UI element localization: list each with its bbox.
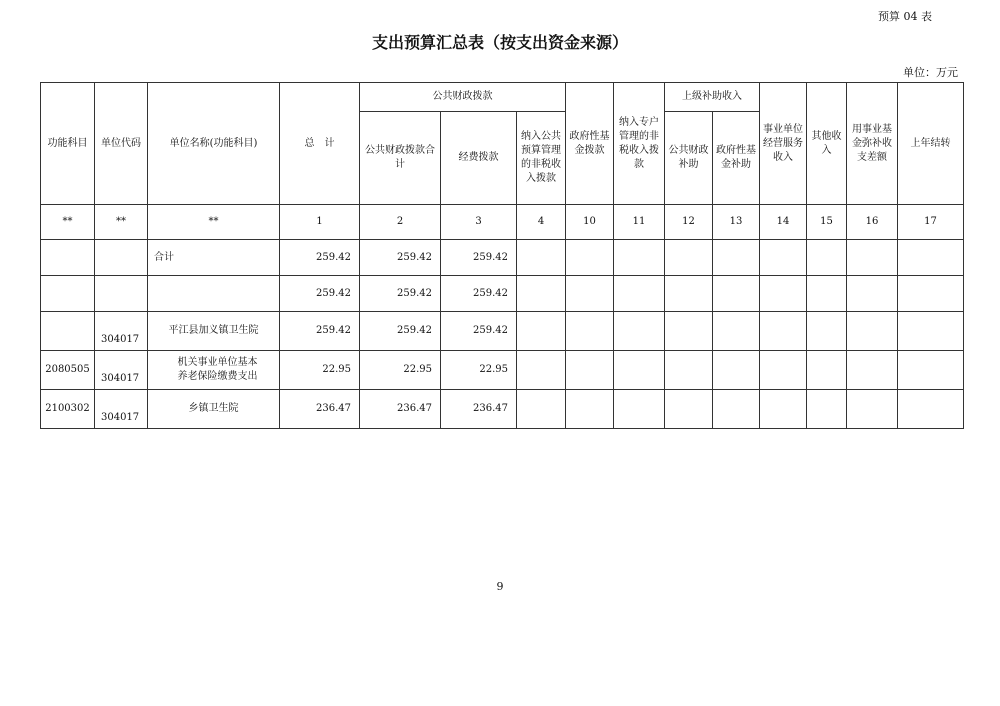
code-cell: 304017 [95,351,148,390]
index-row [41,205,964,240]
table-row [41,276,964,312]
header-total: 总 计 [280,83,360,205]
header-public-fiscal-total: 公共财政拨款合计 [360,112,441,205]
header-public-fiscal: 公共财政拨款 [360,83,566,112]
header-carryover: 上年结转 [898,83,964,205]
header-func-subject: 功能科目 [41,83,95,205]
header-unit-code: 单位代码 [95,83,148,205]
grant-cell: 22.95 [441,351,517,390]
table-row [41,351,964,390]
code-cell [95,240,148,276]
pf-total-cell: 259.42 [360,312,441,351]
header-fund-cover: 用事业基金弥补收支差额 [847,83,898,205]
table-row [41,240,964,276]
table-row [41,390,964,429]
index-cell: 12 [665,205,713,240]
total-cell: 259.42 [280,276,360,312]
header-operating-grant: 经费拨款 [441,112,517,205]
index-cell: 14 [760,205,807,240]
index-cell: 10 [566,205,614,240]
grant-cell: 259.42 [441,240,517,276]
grant-cell: 259.42 [441,312,517,351]
index-cell: ** [95,205,148,240]
unit-label: 单位：万元 [903,66,958,79]
header-superior-subsidy: 上级补助收入 [665,83,760,112]
table-row [41,312,964,351]
budget-table [40,82,964,429]
header-gov-fund: 政府性基金拨款 [566,83,614,205]
code-cell: 304017 [95,312,148,351]
index-cell: ** [148,205,280,240]
name-cell: 合计 [148,240,280,276]
total-cell: 259.42 [280,240,360,276]
total-cell: 236.47 [280,390,360,429]
code-cell [95,276,148,312]
page-title: 支出预算汇总表（按支出资金来源） [371,33,628,52]
page-number: 9 [496,580,504,593]
code-cell: 304017 [95,390,148,429]
form-number: 预算 04 表 [878,10,932,23]
pf-total-cell: 259.42 [360,240,441,276]
header-public-budget-nontax: 纳入公共预算管理的非税收入拨款 [517,112,566,205]
grant-cell: 259.42 [441,276,517,312]
header-special-nontax: 纳入专户管理的非税收入拨款 [614,83,665,205]
header-gov-fund-subsidy: 政府性基金补助 [713,112,760,205]
func-cell: 2080505 [41,351,95,390]
index-cell: 15 [807,205,847,240]
func-cell [41,240,95,276]
total-cell: 259.42 [280,312,360,351]
pf-total-cell: 259.42 [360,276,441,312]
header-business-income: 事业单位经营服务收入 [760,83,807,205]
index-cell: 16 [847,205,898,240]
total-cell: 22.95 [280,351,360,390]
index-cell: 13 [713,205,760,240]
func-cell [41,312,95,351]
name-cell: 乡镇卫生院 [148,390,280,429]
pf-total-cell: 22.95 [360,351,441,390]
index-cell: 11 [614,205,665,240]
index-cell: 4 [517,205,566,240]
index-cell: 17 [898,205,964,240]
header-other-income: 其他收入 [807,83,847,205]
name-cell: 机关事业单位基本养老保险缴费支出 [148,351,280,390]
index-cell: 1 [280,205,360,240]
func-cell: 2100302 [41,390,95,429]
index-cell: 3 [441,205,517,240]
func-cell [41,276,95,312]
name-cell [148,276,280,312]
header-unit-name: 单位名称(功能科目) [148,83,280,205]
header-public-fiscal-subsidy: 公共财政补助 [665,112,713,205]
index-cell: 2 [360,205,441,240]
index-cell: ** [41,205,95,240]
grant-cell: 236.47 [441,390,517,429]
name-cell: 平江县加义镇卫生院 [148,312,280,351]
pf-total-cell: 236.47 [360,390,441,429]
